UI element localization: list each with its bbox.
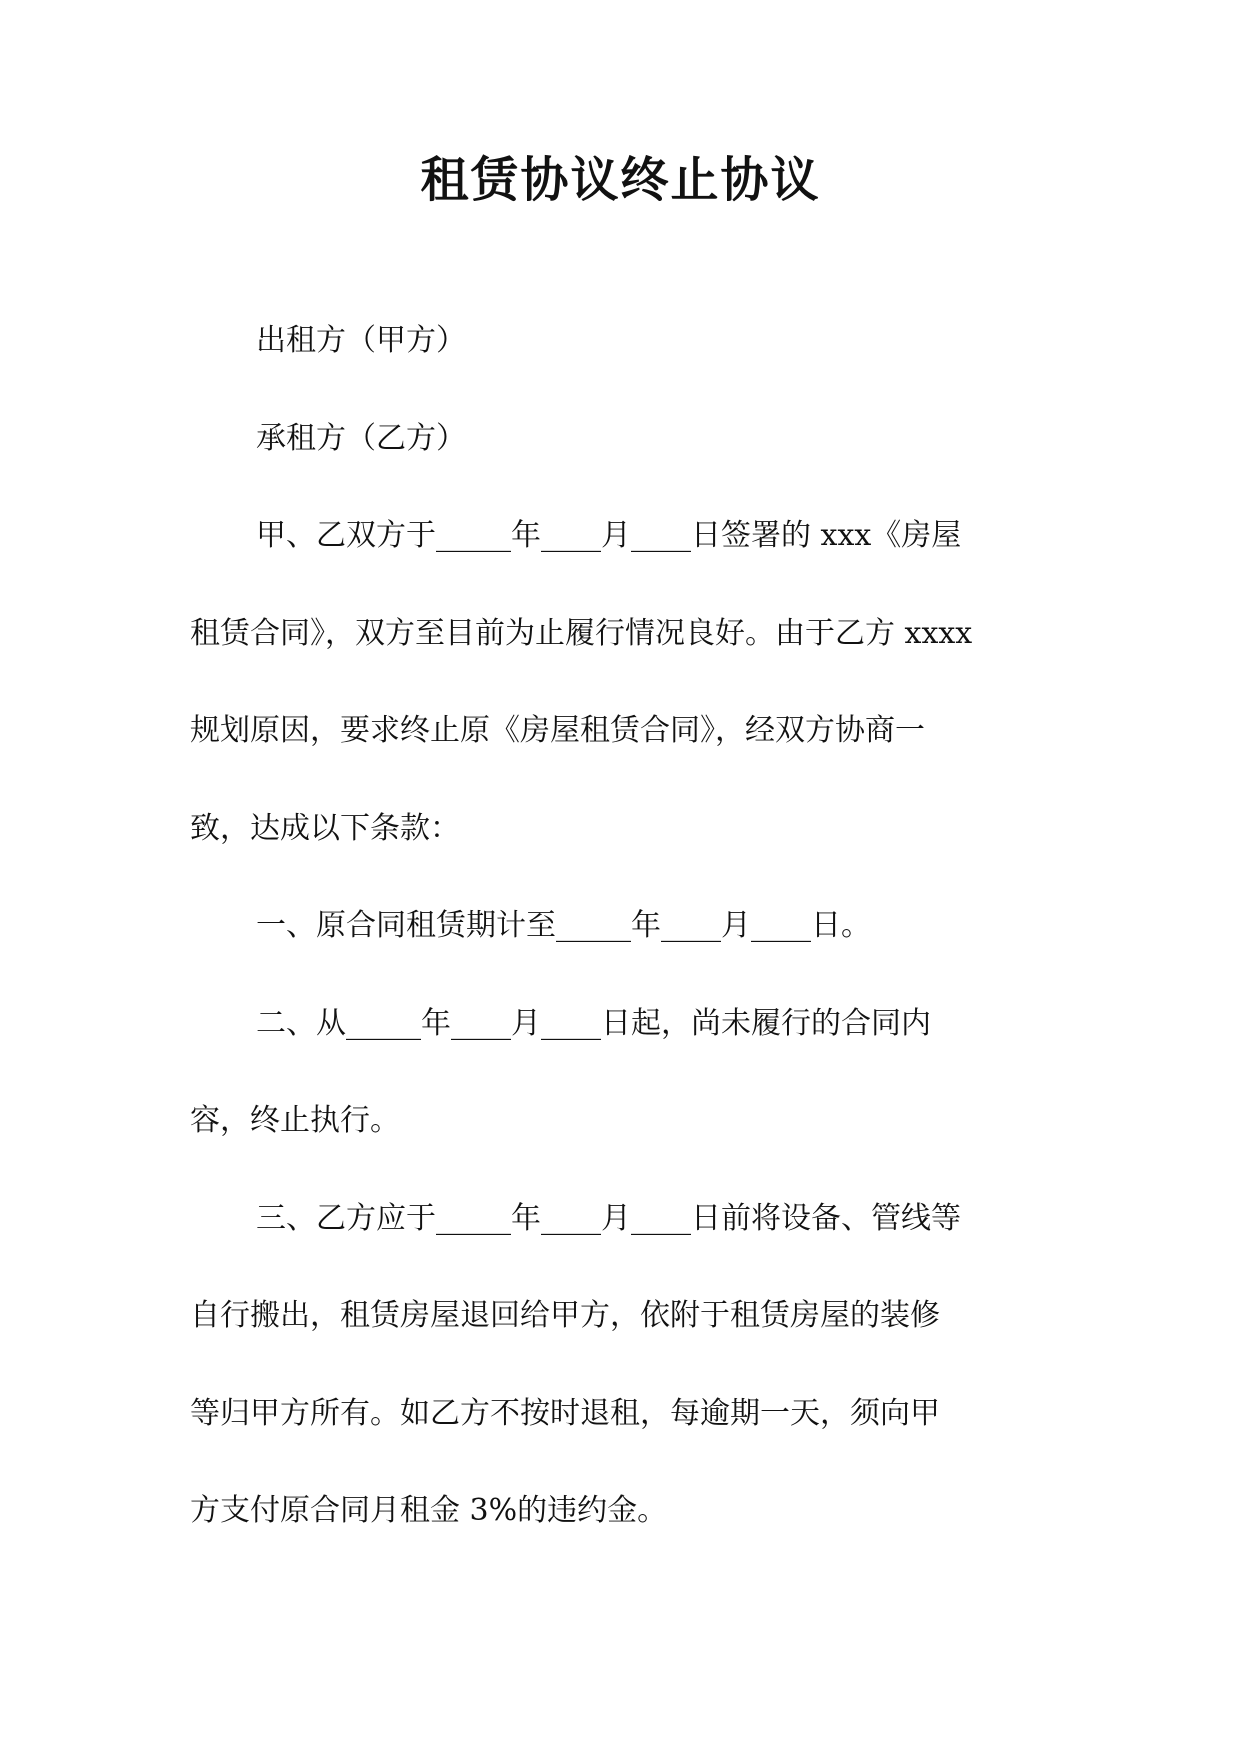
- lessor-line: 出租方（甲方）: [256, 323, 466, 358]
- intro-paragraph-line-4: 致，达成以下条款：: [190, 810, 460, 846]
- document-title: 租赁协议终止协议: [420, 152, 821, 208]
- intro-paragraph-line-2: 租赁合同》，双方至目前为止履行情况良好。由于乙方 xxxx: [190, 615, 973, 651]
- clause-3-line-3: 等归甲方所有。如乙方不按时退租，每逾期一天，须向甲: [190, 1395, 940, 1431]
- intro-paragraph-line-3: 规划原因，要求终止原《房屋租赁合同》，经双方协商一: [190, 713, 925, 748]
- clause-1-line-1: 一、原合同租赁期计至_____年____月____日。: [256, 908, 871, 943]
- lessee-line: 承租方（乙方）: [256, 420, 466, 456]
- document-body: [190, 292, 1070, 1560]
- clause-3-line-1: 三、乙方应于_____年____月____日前将设备、管线等: [256, 1200, 961, 1236]
- clause-3-line-4: 方支付原合同月租金 3%的违约金。: [190, 1493, 668, 1528]
- clause-2-line-2: 容，终止执行。: [190, 1103, 400, 1138]
- clause-3-line-2: 自行搬出，租赁房屋退回给甲方，依附于租赁房屋的装修: [190, 1298, 940, 1333]
- clause-2-line-1: 二、从_____年____月____日起，尚未履行的合同内: [256, 1005, 931, 1041]
- intro-paragraph-line-1: 甲、乙双方于_____年____月____日签署的 xxx《房屋: [256, 518, 962, 553]
